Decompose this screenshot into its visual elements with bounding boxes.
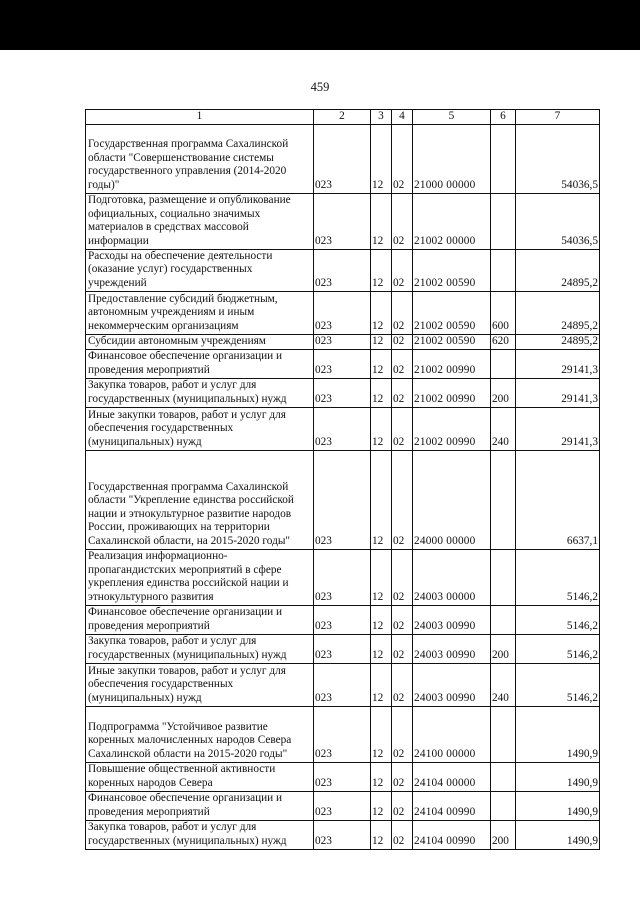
column-header: 6 [491,110,516,125]
cell-section: 12 [371,663,392,706]
cell-amount: 54036,5 [516,124,600,193]
cell-ministry: 023 [314,791,371,820]
cell-subsection: 02 [392,249,413,291]
cell-section: 12 [371,407,392,450]
cell-section: 12 [371,549,392,605]
cell-name: Субсидии автономным учреждениям [86,334,314,349]
cell-ministry: 023 [314,378,371,407]
scan-top-border [0,0,640,50]
cell-section: 12 [371,334,392,349]
cell-ministry: 023 [314,193,371,249]
table-row [86,193,600,249]
cell-name: Расходы на обеспечение деятельности (оказание услуг) государственных учреждений [86,249,314,291]
cell-ministry: 023 [314,762,371,791]
budget-table [85,109,600,850]
table-row [86,706,600,762]
cell-target: 21002 00990 [413,378,491,407]
table-row [86,334,600,349]
cell-section: 12 [371,791,392,820]
cell-name: Финансовое обеспечение организации и проведения мероприятий [86,605,314,634]
cell-target: 24104 00990 [413,820,491,849]
table-row [86,349,600,378]
cell-name: Финансовое обеспечение организации и проведения мероприятий [86,349,314,378]
cell-subsection: 02 [392,193,413,249]
cell-section: 12 [371,762,392,791]
table-row [86,249,600,291]
cell-name: Закупка товаров, работ и услуг для государственных (муниципальных) нужд [86,378,314,407]
cell-expense-type [491,124,516,193]
cell-amount: 6637,1 [516,450,600,549]
cell-amount: 24895,2 [516,291,600,334]
cell-subsection: 02 [392,450,413,549]
cell-section: 12 [371,820,392,849]
cell-target: 24100 00000 [413,706,491,762]
cell-expense-type: 200 [491,820,516,849]
cell-subsection: 02 [392,791,413,820]
cell-name: Иные закупки товаров, работ и услуг для обеспечения государственных (муниципальных) нужд [86,663,314,706]
column-header: 2 [314,110,371,125]
cell-ministry: 023 [314,349,371,378]
cell-ministry: 023 [314,663,371,706]
cell-subsection: 02 [392,378,413,407]
cell-expense-type: 200 [491,634,516,663]
cell-target: 21002 00590 [413,291,491,334]
cell-target: 24104 00990 [413,791,491,820]
cell-ministry: 023 [314,291,371,334]
table-header-row [86,110,600,125]
cell-section: 12 [371,349,392,378]
cell-expense-type: 620 [491,334,516,349]
cell-section: 12 [371,249,392,291]
cell-ministry: 023 [314,605,371,634]
cell-name: Закупка товаров, работ и услуг для государственных (муниципальных) нужд [86,634,314,663]
cell-subsection: 02 [392,349,413,378]
cell-expense-type [491,706,516,762]
cell-name: Государственная программа Сахалинской области "Совершенствование системы государственного управления (2014-2020 годы)" [86,124,314,193]
cell-section: 12 [371,634,392,663]
table-row [86,820,600,849]
cell-ministry: 023 [314,634,371,663]
page-number: 459 [310,80,330,94]
cell-ministry: 023 [314,706,371,762]
cell-amount: 5146,2 [516,663,600,706]
column-header: 1 [86,110,314,125]
cell-subsection: 02 [392,762,413,791]
cell-name: Государственная программа Сахалинской области "Укрепление единства российской нации и этнокультурное развитие народов России, проживающих на территории Сахалинской области, на 2015-2020 годы" [86,450,314,549]
cell-ministry: 023 [314,334,371,349]
column-header: 5 [413,110,491,125]
cell-target: 24003 00990 [413,605,491,634]
cell-subsection: 02 [392,549,413,605]
budget-table-container [85,109,600,850]
table-row [86,605,600,634]
cell-ministry: 023 [314,249,371,291]
cell-section: 12 [371,378,392,407]
cell-amount: 24895,2 [516,334,600,349]
cell-target: 24003 00990 [413,634,491,663]
cell-target: 24003 00990 [413,663,491,706]
cell-name: Закупка товаров, работ и услуг для государственных (муниципальных) нужд [86,820,314,849]
cell-name: Финансовое обеспечение организации и проведения мероприятий [86,791,314,820]
cell-section: 12 [371,193,392,249]
cell-amount: 5146,2 [516,634,600,663]
table-row [86,549,600,605]
cell-expense-type: 240 [491,663,516,706]
cell-amount: 1490,9 [516,706,600,762]
table-row [86,450,600,549]
cell-ministry: 023 [314,407,371,450]
table-row [86,762,600,791]
cell-section: 12 [371,450,392,549]
cell-amount: 5146,2 [516,605,600,634]
cell-amount: 54036,5 [516,193,600,249]
cell-name: Реализация информационно-пропагандистских мероприятий в сфере укрепления единства российской нации и этнокультурного развития [86,549,314,605]
cell-target: 21000 00000 [413,124,491,193]
cell-amount: 29141,3 [516,407,600,450]
table-row [86,663,600,706]
cell-expense-type [491,605,516,634]
cell-amount: 1490,9 [516,791,600,820]
cell-subsection: 02 [392,334,413,349]
table-row [86,791,600,820]
cell-expense-type [491,193,516,249]
cell-section: 12 [371,291,392,334]
table-row [86,124,600,193]
cell-expense-type: 240 [491,407,516,450]
cell-name: Подпрограмма "Устойчивое развитие коренных малочисленных народов Севера Сахалинской области на 2015-2020 годы" [86,706,314,762]
cell-subsection: 02 [392,663,413,706]
cell-name: Иные закупки товаров, работ и услуг для обеспечения государственных (муниципальных) нужд [86,407,314,450]
column-header: 7 [516,110,600,125]
table-row [86,378,600,407]
cell-expense-type [491,450,516,549]
cell-subsection: 02 [392,706,413,762]
cell-expense-type [491,549,516,605]
cell-name: Предоставление субсидий бюджетным, автономным учреждениям и иным некоммерческим организациям [86,291,314,334]
cell-section: 12 [371,605,392,634]
cell-expense-type [491,349,516,378]
cell-target: 21002 00990 [413,349,491,378]
column-header: 4 [392,110,413,125]
cell-target: 24104 00000 [413,762,491,791]
table-row [86,291,600,334]
table-row [86,407,600,450]
cell-amount: 1490,9 [516,762,600,791]
cell-ministry: 023 [314,124,371,193]
cell-subsection: 02 [392,820,413,849]
cell-section: 12 [371,124,392,193]
cell-amount: 29141,3 [516,349,600,378]
cell-target: 21002 00590 [413,249,491,291]
table-row [86,634,600,663]
cell-name: Повышение общественной активности коренных народов Севера [86,762,314,791]
cell-expense-type [491,791,516,820]
cell-amount: 1490,9 [516,820,600,849]
cell-amount: 24895,2 [516,249,600,291]
cell-target: 24003 00000 [413,549,491,605]
cell-subsection: 02 [392,407,413,450]
cell-ministry: 023 [314,450,371,549]
column-header: 3 [371,110,392,125]
cell-subsection: 02 [392,605,413,634]
cell-expense-type: 200 [491,378,516,407]
cell-section: 12 [371,706,392,762]
cell-target: 24000 00000 [413,450,491,549]
cell-amount: 5146,2 [516,549,600,605]
cell-target: 21002 00990 [413,407,491,450]
cell-ministry: 023 [314,549,371,605]
cell-subsection: 02 [392,291,413,334]
cell-expense-type [491,249,516,291]
cell-subsection: 02 [392,634,413,663]
cell-expense-type: 600 [491,291,516,334]
cell-subsection: 02 [392,124,413,193]
cell-target: 21002 00000 [413,193,491,249]
cell-amount: 29141,3 [516,378,600,407]
cell-target: 21002 00590 [413,334,491,349]
cell-name: Подготовка, размещение и опубликование официальных, социально значимых материалов в средствах массовой информации [86,193,314,249]
cell-ministry: 023 [314,820,371,849]
cell-expense-type [491,762,516,791]
